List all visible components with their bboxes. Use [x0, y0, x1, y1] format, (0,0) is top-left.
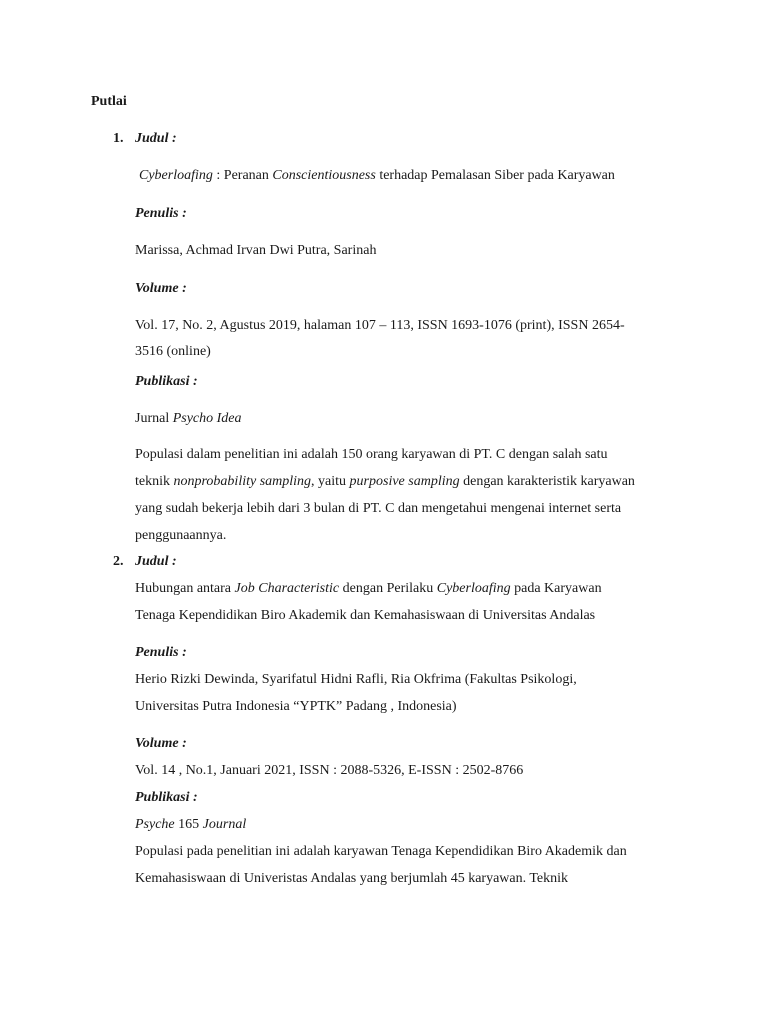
entry-2-penulis-line1: Herio Rizki Dewinda, Syarifatul Hidni Rafli, Ria Okfrima (Fakultas Psikologi, [135, 672, 577, 687]
entry-2-title-part: pada Karyawan [510, 581, 602, 596]
entry-2-number: 2. [113, 554, 124, 569]
entry-1-desc-line2 [135, 473, 635, 491]
entry-2-publikasi [135, 816, 246, 834]
entry-2-title-part: Job Characteristic [234, 581, 340, 596]
entry-2-penulis-line2: Universitas Putra Indonesia “YPTK” Padang , Indonesia) [135, 699, 457, 714]
entry-1-number: 1. [113, 131, 124, 146]
entry-1-penulis: Marissa, Achmad Irvan Dwi Putra, Sarinah [135, 243, 377, 258]
entry-1-title-part: Cyberloafing [139, 168, 213, 183]
entry-1-title-part: terhadap Pemalasan Siber pada Karyawan [375, 168, 615, 183]
entry-1-publikasi-label: Publikasi : [135, 374, 198, 389]
entry-2-title-part: Hubungan antara [135, 581, 235, 596]
document-heading: Putlai [91, 94, 127, 109]
entry-1-volume-label: Volume : [135, 281, 187, 296]
entry-1-desc-line1: Populasi dalam penelitian ini adalah 150 orang karyawan di PT. C dengan salah satu [135, 447, 608, 462]
entry-1-penulis-label: Penulis : [135, 206, 187, 221]
entry-1-title-part: : Peranan [212, 168, 273, 183]
entry-2-publikasi-part: 165 [174, 817, 203, 832]
entry-2-publikasi-part: Psyche [135, 817, 175, 832]
entry-2-title-line1 [135, 580, 602, 598]
entry-2-volume: Vol. 14 , No.1, Januari 2021, ISSN : 2088-5326, E-ISSN : 2502-8766 [135, 763, 524, 778]
entry-2-title-part: dengan Perilaku [339, 581, 437, 596]
entry-1-publikasi [135, 410, 242, 428]
entry-1-volume-line1: Vol. 17, No. 2, Agustus 2019, halaman 107 – 113, ISSN 1693-1076 (print), ISSN 2654- [135, 318, 625, 333]
entry-1-volume-line2: 3516 (online) [135, 344, 211, 359]
entry-2-publikasi-label: Publikasi : [135, 790, 198, 805]
entry-2-title-line2: Tenaga Kependidikan Biro Akademik dan Kemahasiswaan di Universitas Andalas [135, 608, 596, 623]
entry-1-title [139, 167, 615, 185]
entry-2-judul-label: Judul : [135, 554, 177, 569]
entry-1-desc-part: dengan karakteristik karyawan [459, 474, 635, 489]
entry-1-publikasi-part: Psycho Idea [172, 411, 242, 426]
entry-1-title-part: Conscientiousness [272, 168, 376, 183]
entry-2-publikasi-part: Journal [202, 817, 247, 832]
entry-1-desc-line4: penggunaannya. [135, 528, 227, 543]
entry-2-desc-line2: Kemahasiswaan di Univeristas Andalas yang berjumlah 45 karyawan. Teknik [135, 871, 569, 886]
entry-1-desc-part: purposive sampling [349, 474, 460, 489]
entry-2-title-part: Cyberloafing [436, 581, 511, 596]
entry-2-desc-line1: Populasi pada penelitian ini adalah karyawan Tenaga Kependidikan Biro Akademik dan [135, 844, 627, 859]
entry-1-desc-part: teknik [135, 474, 174, 489]
entry-1-publikasi-part: Jurnal [135, 411, 173, 426]
entry-2-penulis-label: Penulis : [135, 645, 187, 660]
entry-1-desc-line3: yang sudah bekerja lebih dari 3 bulan di PT. C dan mengetahui mengenai internet serta [135, 501, 622, 516]
entry-1-desc-part: , yaitu [311, 474, 350, 489]
entry-2-volume-label: Volume : [135, 736, 187, 751]
entry-1-judul-label: Judul : [135, 131, 177, 146]
entry-1-desc-part: nonprobability sampling [173, 474, 312, 489]
